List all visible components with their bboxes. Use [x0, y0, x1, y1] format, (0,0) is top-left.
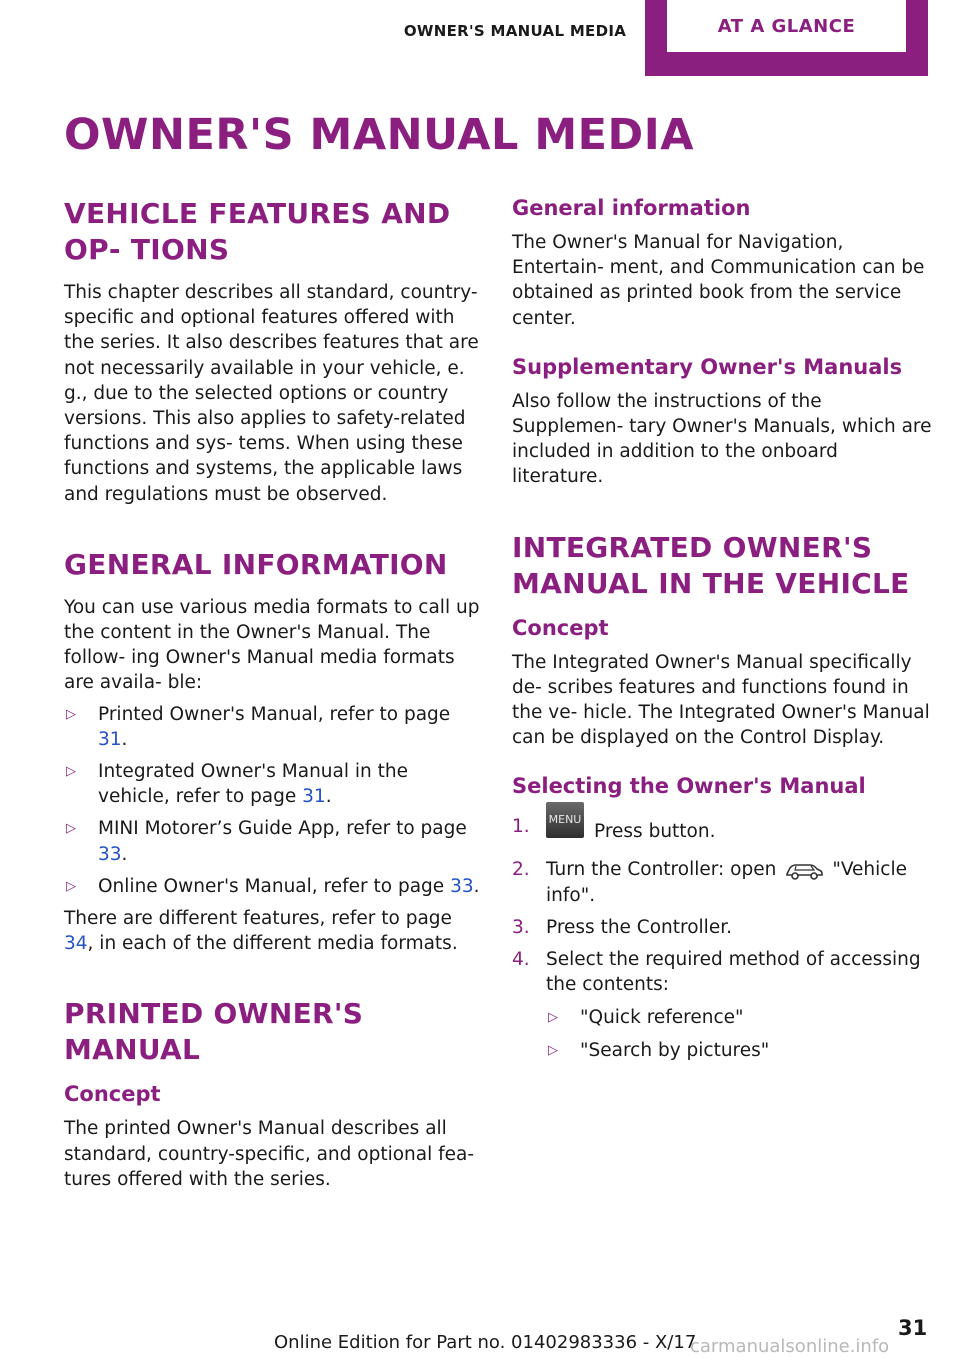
header-section-title: OWNER'S MANUAL MEDIA: [403, 22, 627, 40]
general-info-subheading: General information: [512, 196, 751, 220]
list-item: 4. Select the required method of accessing the contents: ▷ "Quick reference" ▷ "Search by pictures": [512, 947, 932, 1063]
vehicle-features-heading: VEHICLE FEATURES AND OP‐ TIONS: [64, 197, 451, 266]
page-link[interactable]: 31: [98, 728, 122, 750]
general-information-heading: GENERAL INFORMATION: [64, 547, 448, 581]
access-methods-list: [546, 1005, 932, 1062]
triangle-bullet-icon: ▷: [66, 706, 76, 722]
triangle-bullet-icon: ▷: [66, 764, 76, 780]
general-information-intro: You can use various media formats to call up the content in the Owner's Manual. The follow‐ ing Owner's Manual media formats are availa‐ ble:: [64, 596, 480, 694]
selecting-steps-list: [512, 814, 932, 1062]
selecting-manual-subheading: Selecting the Owner's Manual: [512, 774, 866, 799]
printed-concept-body: The printed Owner's Manual describes all standard, country-specific, and optional fea‐ tures offered with the series.: [64, 1118, 475, 1190]
page-link[interactable]: 31: [302, 786, 326, 808]
printed-concept-subheading: Concept: [64, 1082, 161, 1107]
general-info-body: The Owner's Manual for Navigation, Entertain‐ ment, and Communication can be obtained as printed book from the service center.: [512, 232, 925, 329]
list-item: ▷ MINI Motorer’s Guide App, refer to page 33.: [66, 818, 467, 865]
list-item: ▷ "Quick reference": [546, 1005, 932, 1030]
media-formats-list: [64, 702, 482, 899]
list-item: ▷ "Search by pictures": [546, 1038, 932, 1063]
page-link[interactable]: 33: [98, 843, 122, 865]
printed-manual-heading: PRINTED OWNER'S MANUAL: [64, 997, 364, 1067]
page-link[interactable]: 34: [64, 933, 88, 955]
header-tab[interactable]: [645, 0, 928, 76]
footer-edition: Online Edition for Part no. 01402983336 - X/17: [274, 1332, 697, 1353]
triangle-bullet-icon: ▷: [548, 1042, 558, 1058]
general-information-outro: There are different features, refer to page 34, in each of the different media formats.: [64, 908, 458, 955]
page-link[interactable]: 33: [450, 875, 474, 897]
right-column: [512, 194, 932, 1070]
list-item: ▷ Printed Owner's Manual, refer to page 31.: [66, 703, 451, 750]
list-item: 2. Turn the Controller: open "Vehicle info".: [512, 859, 907, 906]
supplementary-subheading: Supplementary Owner's Manuals: [512, 354, 903, 379]
page-number: 31: [898, 1316, 928, 1340]
integrated-concept-subheading: Concept: [512, 615, 609, 640]
triangle-bullet-icon: ▷: [66, 821, 76, 837]
menu-button-icon: MENU: [546, 802, 584, 838]
vehicle-features-body: This chapter describes all standard, country-specific and optional features offered with the series. It also describes features that are not necessarily available in your vehicle, e. g., due to the selected options or country versions. This also applies to safety-related functions and sys‐ tems. When using these functions and systems, the applicable laws and regulations must be observed.: [64, 282, 479, 505]
integrated-concept-body: The Integrated Owner's Manual specifically de‐ scribes features and functions found in the ve‐ hicle. The Integrated Owner's Manual can be displayed on the Control Display.: [512, 651, 930, 749]
triangle-bullet-icon: ▷: [548, 1010, 558, 1026]
list-item: 3. Press the Controller.: [512, 916, 732, 938]
list-item: ▷ Integrated Owner's Manual in the vehicle, refer to page 31.: [66, 761, 408, 808]
watermark: carmanualsonline.info: [690, 1336, 890, 1357]
header-tab-label: AT A GLANCE: [667, 0, 906, 52]
triangle-bullet-icon: ▷: [66, 878, 76, 894]
integrated-manual-heading: INTEGRATED OWNER'S MANUAL IN THE VEHICLE: [512, 530, 910, 600]
supplementary-body: Also follow the instructions of the Supplemen‐ tary Owner's Manuals, which are included in addition to the onboard literature.: [512, 390, 932, 488]
list-item: ▷ Online Owner's Manual, refer to page 33.: [64, 874, 482, 899]
left-column: [64, 196, 482, 1192]
page-title: OWNER'S MANUAL MEDIA: [64, 110, 694, 160]
list-item: 1. MENUPress button.: [512, 814, 932, 850]
vehicle-info-car-icon: [784, 859, 824, 881]
